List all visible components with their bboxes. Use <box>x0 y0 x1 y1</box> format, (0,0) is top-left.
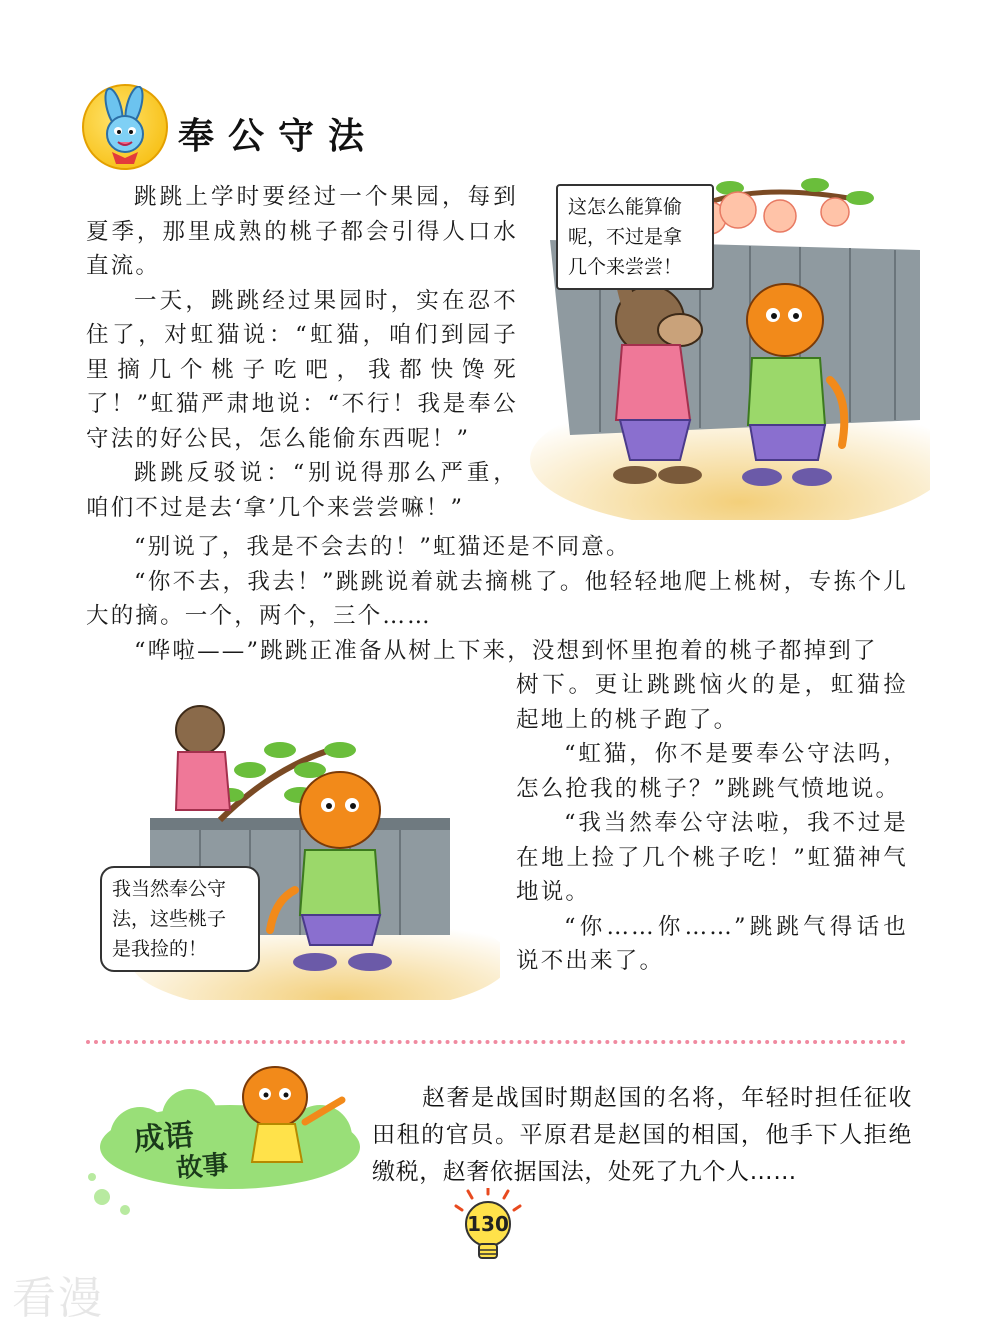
story-paragraph: 跳跳反驳说：“别说得那么严重，咱们不过是去‘拿’几个来尝尝嘛！” <box>86 460 518 521</box>
bubble-line: 几个来尝尝！ <box>568 256 683 278</box>
story-paragraph: 跳跳上学时要经过一个果园，每到夏季，那里成熟的桃子都会引得人口水直流。 <box>86 184 518 279</box>
section-divider <box>86 1040 906 1044</box>
page-number: 130 <box>467 1212 509 1236</box>
story-paragraph: “你不去，我去！”跳跳说着就去摘桃了。他轻轻地爬上桃树，专拣个儿大的摘。一个，两个，三个…… <box>86 568 908 629</box>
story-paragraph: 一天，跳跳经过果园时，实在忍不住了，对虹猫说：“虹猫，咱们到园子里摘几个桃子吃吧，我都快馋死了！”虹猫严肃地说：“不行！我是奉公守法的好公民，怎么能偷东西呢！” <box>86 287 518 452</box>
idiom-story-text: 赵奢是战国时期赵国的名将，年轻时担任征收田租的官员。平原君是赵国的相国，他手下人拒绝缴税，赵奢依据国法，处死了九个人…… <box>372 1085 912 1185</box>
story-paragraph: “我当然奉公守法啦，我不过是在地上捡了几个桃子吃！”虹猫神气地说。 <box>516 810 908 905</box>
idiom-story-badge <box>80 1052 370 1222</box>
story-paragraph: “哗啦——”跳跳正准备从树上下来，没想到怀里抱着的桃子都掉到了 <box>134 637 878 664</box>
speech-bubble-monkey <box>556 184 714 290</box>
idiom-badge-line1: 成语 <box>132 1117 196 1159</box>
bubble-line: 我当然奉公守 <box>112 878 227 900</box>
page-number-bulb <box>452 1188 524 1270</box>
story-right-column <box>516 668 908 979</box>
story-paragraph: “别说了，我是不会去的！”虹猫还是不同意。 <box>134 534 631 560</box>
story-full-column <box>86 530 908 668</box>
idiom-badge-line2: 故事 <box>175 1149 230 1185</box>
rabbit-mascot-badge <box>82 84 168 170</box>
bubble-line: 呢，不过是拿 <box>568 226 683 248</box>
rabbit-icon <box>84 86 166 168</box>
story-paragraph: “虹猫，你不是要奉公守法吗，怎么抢我的桃子？”跳跳气愤地说。 <box>516 741 908 802</box>
story-paragraph: 树下。更让跳跳恼火的是，虹猫捡起地上的桃子跑了。 <box>516 672 908 733</box>
bubble-line: 法，这些桃子 <box>112 908 227 930</box>
story-paragraph: “你……你……”跳跳气得话也说不出来了。 <box>516 913 908 974</box>
idiom-badge-title <box>132 1116 229 1188</box>
speech-bubble-cat <box>100 866 260 972</box>
bubble-line: 是我捡的！ <box>112 938 208 960</box>
bubble-line: 这怎么能算偷 <box>568 196 683 218</box>
watermark: 看漫 <box>12 1273 104 1324</box>
page-title: 奉公守法 <box>178 116 379 157</box>
story-left-column <box>86 180 518 525</box>
